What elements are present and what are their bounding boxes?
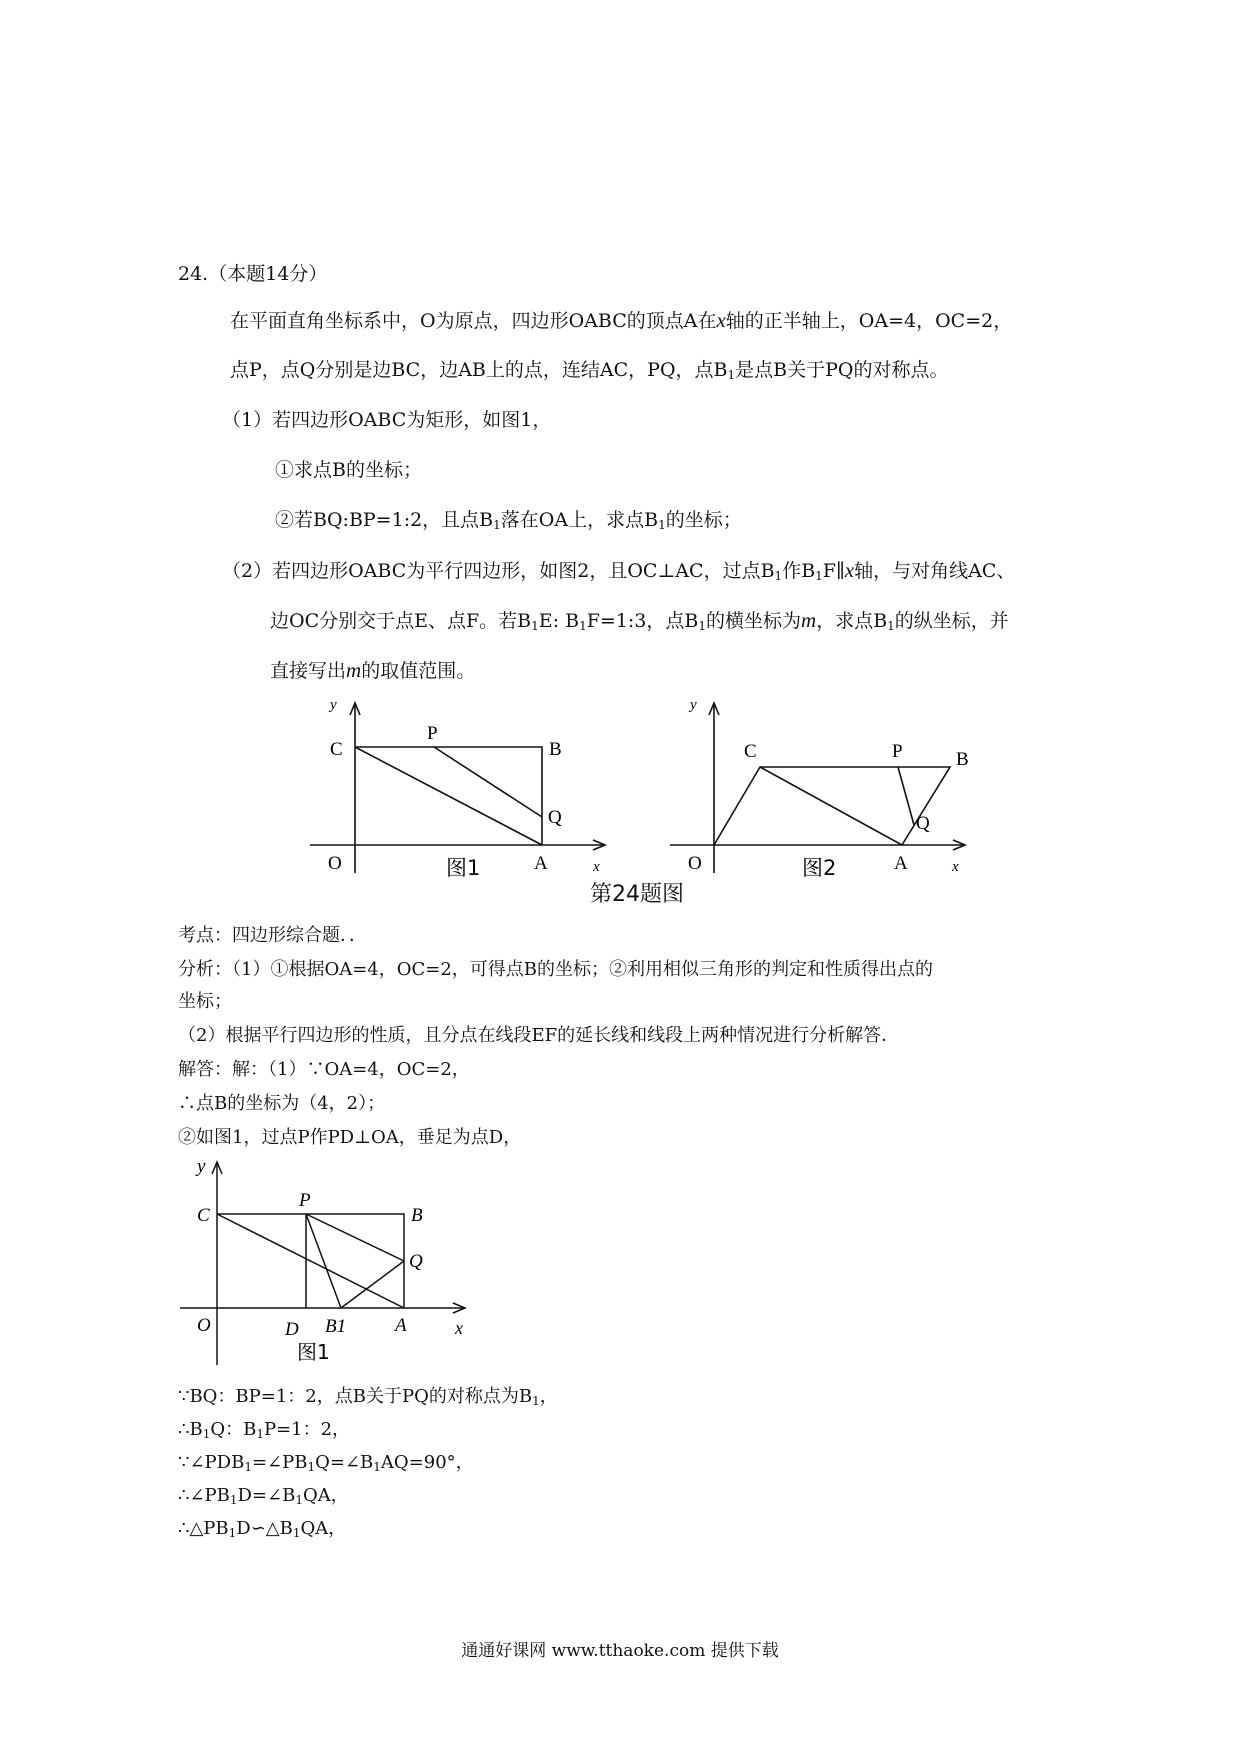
var-m: m <box>801 608 817 632</box>
subscript: 1 <box>228 1526 237 1540</box>
segment-CA <box>355 747 542 845</box>
subscript: 1 <box>531 619 539 633</box>
segment-CA <box>760 767 902 845</box>
text: 作B <box>782 560 816 582</box>
text: F=1:3，点B <box>586 610 699 632</box>
label-x: x <box>455 1318 463 1338</box>
text: AQ=90°， <box>380 1452 474 1473</box>
label-P: P <box>427 723 438 744</box>
text: 点P，点Q分别是边BC，边AB上的点，连结AC，PQ，点B <box>230 359 728 381</box>
subscript: 1 <box>774 569 783 583</box>
text: ∴△PB <box>178 1518 229 1539</box>
main-figure-caption: 第24题图 <box>590 882 684 907</box>
reason-5 <box>178 1517 346 1545</box>
text: 是点B关于PQ的对称点。 <box>735 359 949 381</box>
reason-3 <box>178 1451 474 1479</box>
figure-2 <box>660 695 980 885</box>
subscript: 1 <box>815 569 823 583</box>
segment-PQ <box>898 767 914 825</box>
subscript: 1 <box>579 619 587 633</box>
subscript: 1 <box>727 368 736 382</box>
label-C: C <box>197 1205 210 1226</box>
question-1-part-2 <box>275 508 742 537</box>
kaodian: 考点：四边形综合题．． <box>178 925 367 946</box>
text: 的纵坐标，并 <box>894 610 1009 632</box>
text: ， <box>539 1386 558 1407</box>
text: ∴B <box>178 1419 203 1440</box>
text: 轴，与对角线AC、 <box>854 560 1016 582</box>
subscript: 1 <box>493 518 501 532</box>
text: =∠PB <box>251 1452 308 1473</box>
subscript: 1 <box>532 1394 540 1408</box>
label-A: A <box>894 853 908 874</box>
subscript: 1 <box>292 1526 301 1540</box>
subscript: 1 <box>202 1427 211 1441</box>
text: D∽△B <box>236 1518 293 1539</box>
problem-header: 24.（本题14分） <box>178 263 328 285</box>
text: 边OC分别交于点E、点F。若B <box>270 610 532 632</box>
segment-B1Q <box>341 1261 404 1308</box>
text: ∵∠PDB <box>178 1452 245 1473</box>
label-B1: B1 <box>325 1316 347 1337</box>
label-y: y <box>197 1156 206 1177</box>
text: ∵BQ：BP=1：2，点B关于PQ的对称点为B <box>178 1386 533 1407</box>
subscript: 1 <box>256 1427 264 1441</box>
subscript: 1 <box>698 619 706 633</box>
subscript: 1 <box>373 1460 381 1474</box>
problem-line-2 <box>230 358 948 387</box>
label-B: B <box>956 749 969 770</box>
var-x: x <box>844 558 855 582</box>
fenxi-line-2: 坐标； <box>178 991 232 1012</box>
text: ②若BQ:BP=1:2，且点B <box>275 509 494 531</box>
label-x: x <box>952 859 959 875</box>
question-2-line-3 <box>270 658 475 683</box>
label-D: D <box>285 1319 299 1340</box>
label-x: x <box>593 859 600 875</box>
figure-3 <box>175 1150 475 1365</box>
figure-3-caption: 图1 <box>297 1340 330 1364</box>
label-O: O <box>197 1315 211 1336</box>
text: D=∠B <box>237 1485 296 1506</box>
label-O: O <box>688 853 702 874</box>
fenxi-line-3: （2）根据平行四边形的性质，且分点在线段EF的延长线和线段上两种情况进行分析解答． <box>178 1025 900 1046</box>
text: Q=∠B <box>315 1452 374 1473</box>
var-m: m <box>346 658 362 682</box>
subscript: 1 <box>307 1460 316 1474</box>
subscript: 1 <box>887 619 895 633</box>
reason-2 <box>178 1418 350 1446</box>
label-Q: Q <box>409 1251 423 1272</box>
label-C: C <box>744 741 757 762</box>
solution-step-2: ②如图1，过点P作PD⊥OA，垂足为点D， <box>178 1127 522 1148</box>
text: Q：B <box>210 1419 257 1440</box>
text: P=1：2， <box>263 1419 351 1440</box>
label-y: y <box>330 697 337 713</box>
question-1-part-1: ①求点B的坐标； <box>275 459 422 481</box>
text: ，求点B <box>816 610 888 632</box>
label-Q: Q <box>548 807 562 828</box>
text: 轴的正半轴上，OA=4，OC=2， <box>725 310 1013 332</box>
text: 直接写出 <box>270 660 347 682</box>
label-C: C <box>330 739 343 760</box>
var-x: x <box>716 308 726 332</box>
text: 在平面直角坐标系中，O为原点，四边形OABC的顶点A在 <box>230 310 717 332</box>
subscript: 1 <box>295 1493 303 1507</box>
subscript: 1 <box>658 518 666 532</box>
subscript: 1 <box>229 1493 238 1507</box>
text: 的坐标； <box>665 509 742 531</box>
text: ∴∠PB <box>178 1485 230 1506</box>
reason-1 <box>178 1385 558 1413</box>
label-A: A <box>534 853 548 874</box>
label-Q: Q <box>916 813 930 834</box>
solution-step-1: ∴点B的坐标为（4，2）； <box>178 1093 386 1114</box>
reason-4 <box>178 1484 349 1512</box>
label-B: B <box>411 1205 423 1226</box>
question-1: （1）若四边形OABC为矩形，如图1， <box>222 409 552 431</box>
text: （2）若四边形OABC为平行四边形，如图2，且OC⊥AC，过点B <box>222 560 775 582</box>
segment-PQ <box>434 747 542 817</box>
jieda: 解答：解：（1）∵OA=4，OC=2， <box>178 1059 470 1080</box>
label-P: P <box>299 1190 311 1211</box>
label-P: P <box>892 741 903 762</box>
label-A: A <box>395 1315 407 1336</box>
figure-1 <box>300 695 620 885</box>
problem-line-1 <box>230 308 1012 333</box>
label-B: B <box>549 739 562 760</box>
figure-1-caption: 图1 <box>446 856 481 880</box>
page-footer: 通通好课网 www.tthaoke.com 提供下载 <box>461 1641 779 1661</box>
text: 落在OA上，求点B <box>500 509 659 531</box>
text: E: B <box>538 610 580 632</box>
label-y: y <box>690 697 697 713</box>
question-2-line-2 <box>270 608 1009 638</box>
subscript: 1 <box>244 1460 252 1474</box>
label-O: O <box>328 853 342 874</box>
text: F∥ <box>822 560 845 582</box>
fenxi-line-1: 分析：（1）①根据OA=4，OC=2，可得点B的坐标；②利用相似三角形的判定和性质得出点的 <box>178 959 934 980</box>
text: QA， <box>302 1485 349 1506</box>
question-2-line-1 <box>222 558 1015 588</box>
text: 的取值范围。 <box>361 660 476 682</box>
text: QA， <box>300 1518 347 1539</box>
text: 的横坐标为 <box>706 610 802 632</box>
figure-2-caption: 图2 <box>802 856 837 880</box>
